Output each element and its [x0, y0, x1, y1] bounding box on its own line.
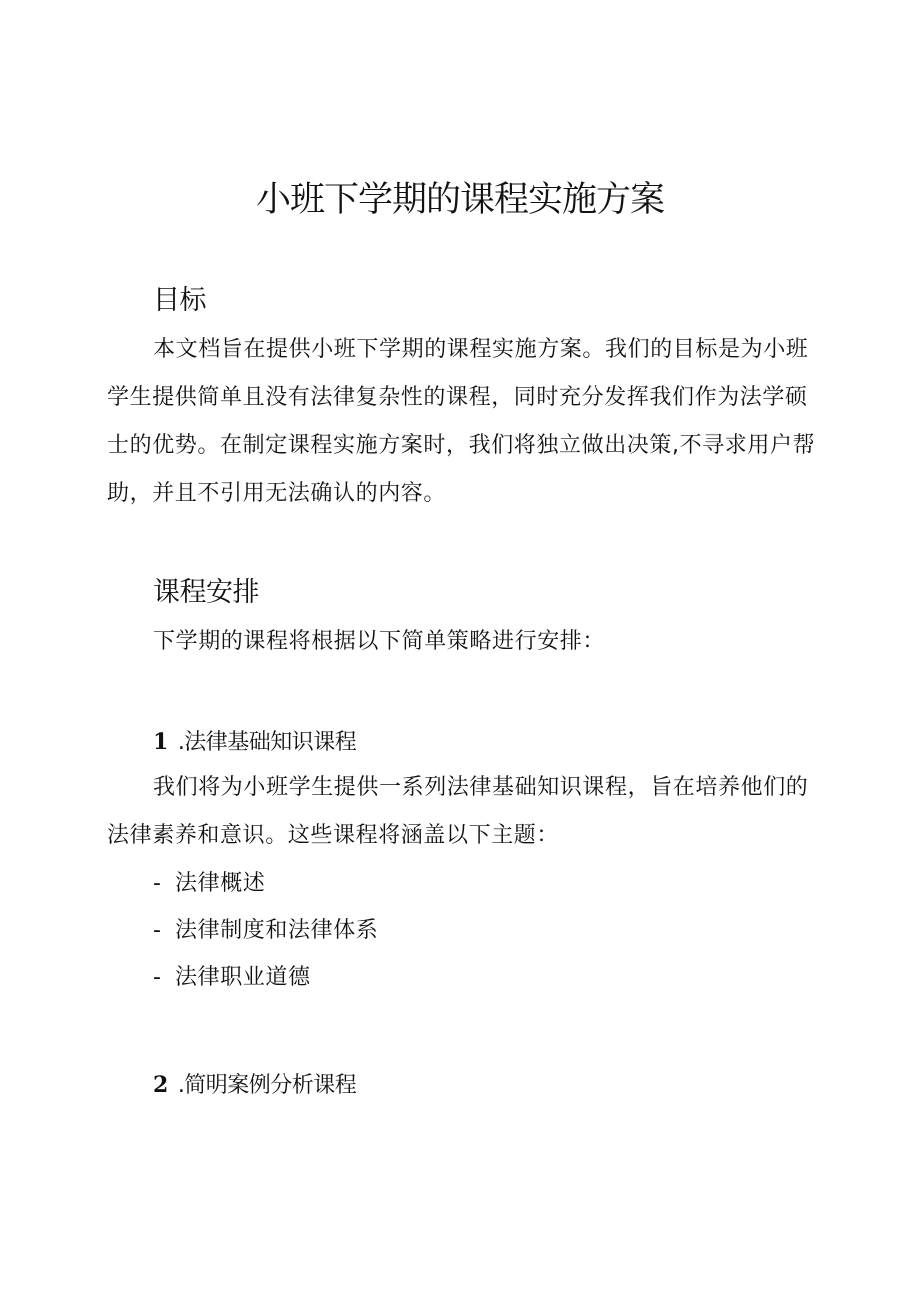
topic-list-item [153, 916, 378, 946]
list-dash: - [153, 918, 162, 943]
course-heading-1 [153, 727, 356, 758]
list-dash: - [153, 871, 162, 896]
course-number: 1 [153, 729, 168, 755]
section-schedule-intro: 下学期的课程将根据以下简单策略进行安排： [153, 629, 606, 654]
section-goal-paragraph: 本文档旨在提供小班下学期的课程实施方案。我们的目标是为小班学生提供简单且没有法律复杂性的课程，同时充分发挥我们作为法学硕士的优势。在制定课程实施方案时，我们将独立做出决策,不寻求用户帮助，并且不引用无法确认的内容。 [107, 337, 816, 506]
topic-text: 法律制度和法律体系 [175, 918, 379, 943]
section-heading-goal: 目标 [153, 285, 206, 316]
course-number: 2 [153, 1072, 168, 1098]
course-title: .法律基础知识课程 [177, 730, 357, 755]
topic-list-item [153, 963, 311, 993]
topic-list-item [153, 869, 265, 899]
list-dash: - [153, 965, 162, 990]
course-title: .简明案例分析课程 [177, 1073, 357, 1098]
document-title: 小班下学期的课程实施方案 [255, 180, 664, 220]
topic-text: 法律概述 [175, 871, 266, 896]
course-1-paragraph: 我们将为小班学生提供一系列法律基础知识课程，旨在培养他们的法律素养和意识。这些课程将涵盖以下主题： [107, 775, 809, 848]
section-heading-schedule: 课程安排 [153, 577, 259, 608]
topic-text: 法律职业道德 [175, 965, 311, 990]
course-heading-2 [153, 1070, 356, 1101]
